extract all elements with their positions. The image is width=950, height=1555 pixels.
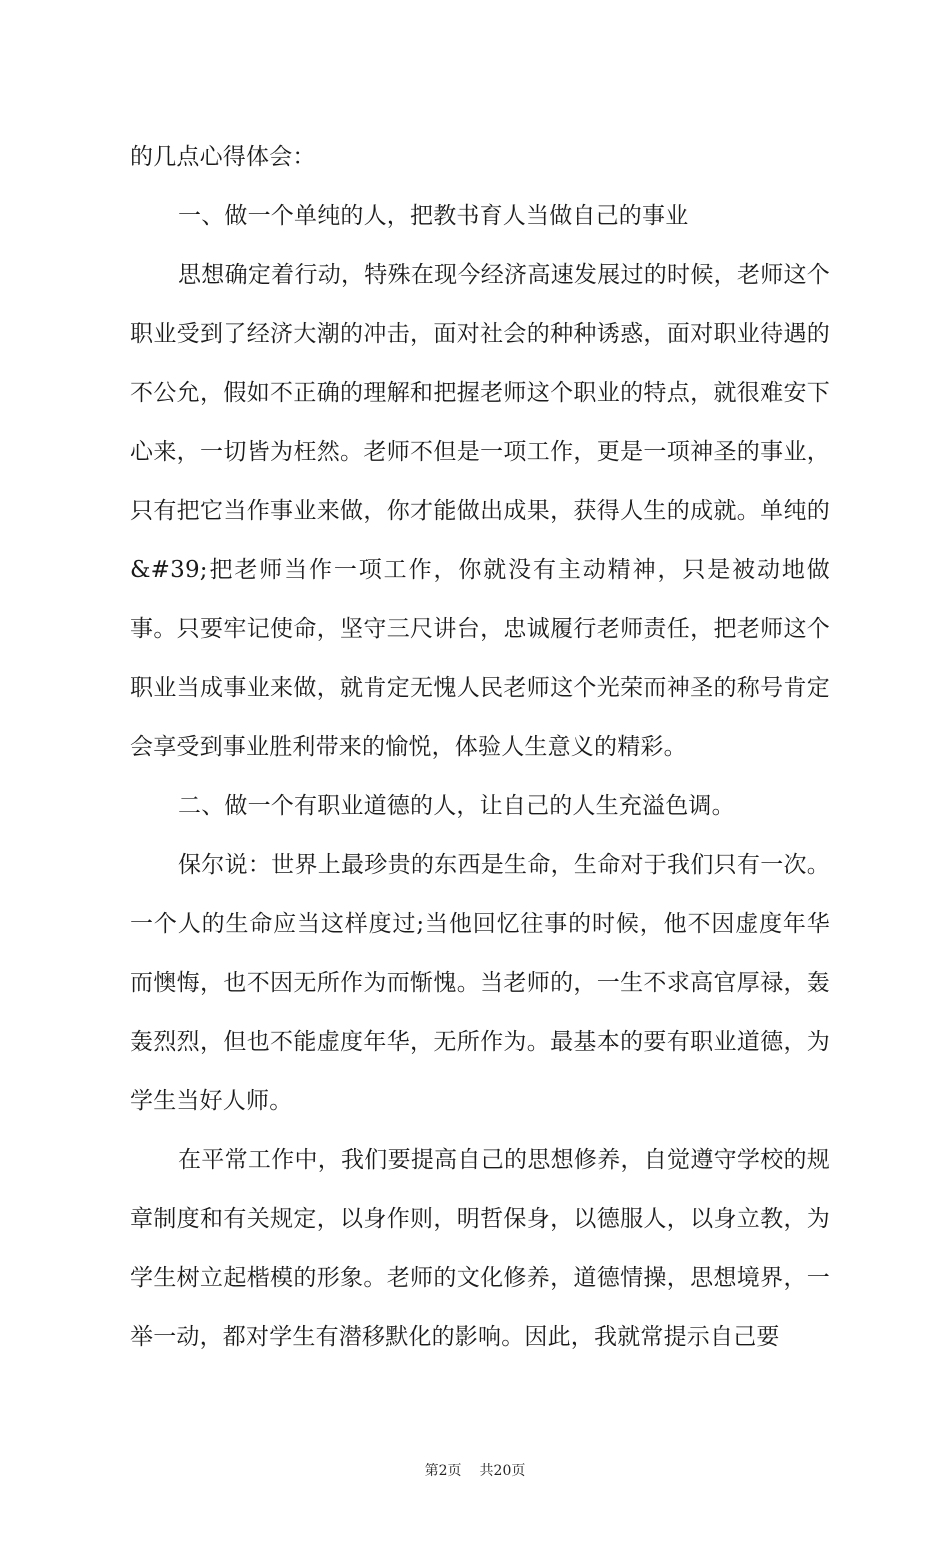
page-number-current: 第2页 [424,1463,462,1479]
paragraph: 思想确定着行动，特殊在现今经济高速发展过的时候，老师这个职业受到了经济大潮的冲击，面对社会的种种诱惑，面对职业待遇的不公允，假如不正确的理解和把握老师这个职业的特点，就很难安下心来，一切皆为枉然。老师不但是一项工作，更是一项神圣的事业，只有把它当作事业来做，你才能做出成果，获得人生的成就。单纯的&#39;把老师当作一项工作，你就没有主动精神，只是被动地做事。只要牢记使命，坚守三尺讲台，忠诚履行老师责任，把老师这个职业当成事业来做，就肯定无愧人民老师这个光荣而神圣的称号肯定会享受到事业胜利带来的愉悦，体验人生意义的精彩。 [130,262,830,760]
paragraph: 在平常工作中，我们要提高自己的思想修养，自觉遵守学校的规章制度和有关规定，以身作则，明哲保身，以德服人，以身立教，为学生树立起楷模的形象。老师的文化修养，道德情操，思想境界，一举一动，都对学生有潜移默化的影响。因此，我就常提示自己要 [130,1147,830,1350]
page-footer [0,1460,950,1480]
document-body [130,128,830,1367]
paragraph: 保尔说：世界上最珍贵的东西是生命，生命对于我们只有一次。一个人的生命应当这样度过;当他回忆往事的时候，他不因虚度年华而懊悔，也不因无所作为而惭愧。当老师的，一生不求高官厚禄，轰轰烈烈，但也不能虚度年华，无所作为。最基本的要有职业道德，为学生当好人师。 [130,852,830,1114]
paragraph-continuation: 的几点心得体会： [130,144,316,170]
section-heading-1: 一、做一个单纯的人，把教书育人当做自己的事业 [178,203,689,229]
page-number-total: 共20页 [479,1463,526,1479]
section-heading-2: 二、做一个有职业道德的人，让自己的人生充溢色调。 [178,793,735,819]
